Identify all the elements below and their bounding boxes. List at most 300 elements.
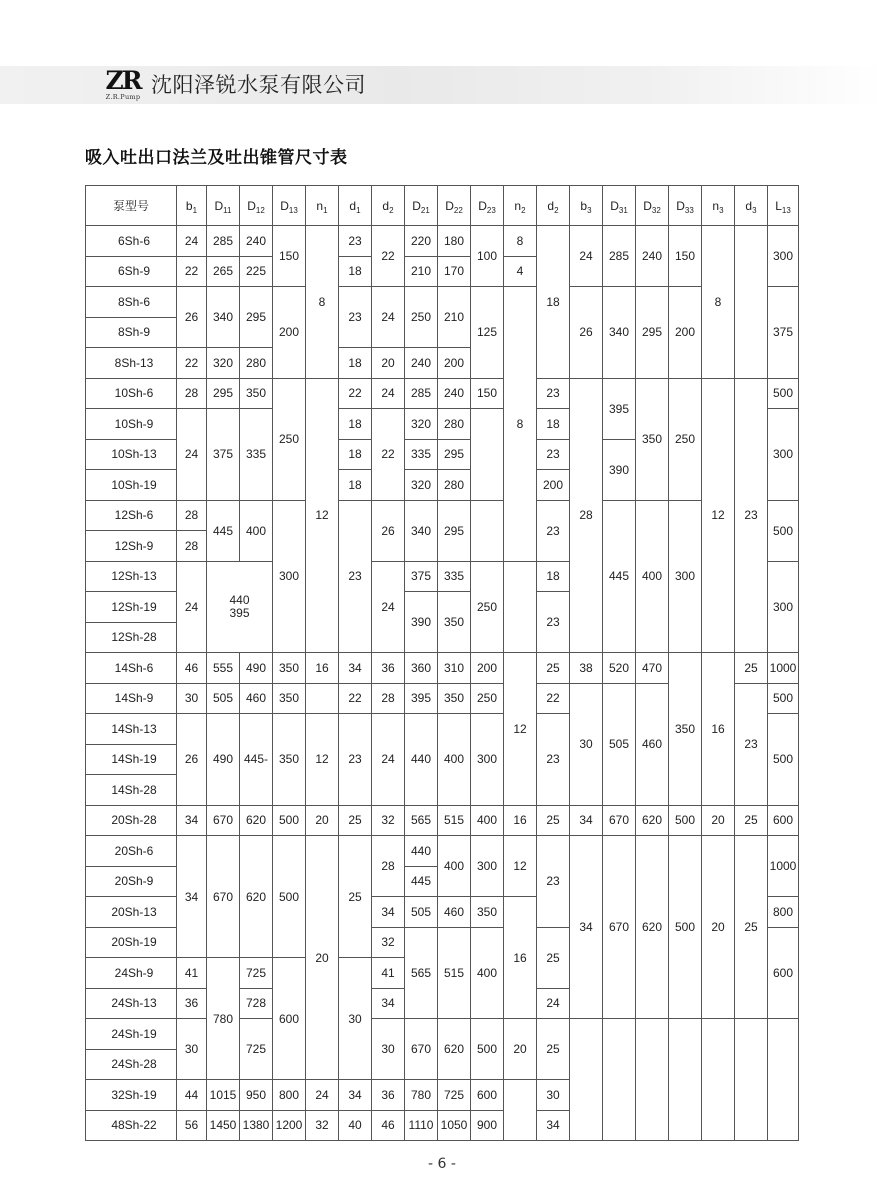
value-cell: 620 (240, 805, 273, 836)
value-cell: 23 (537, 378, 570, 409)
value-cell: 500 (669, 836, 702, 1019)
column-header (438, 186, 471, 226)
value-cell: 400 (471, 927, 504, 1019)
model-cell: 10Sh-6 (86, 378, 177, 409)
value-cell: 250 (273, 378, 306, 500)
column-header-subscript: 3 (587, 205, 592, 215)
value-cell: 18 (339, 256, 372, 287)
value-cell: 600 (471, 1080, 504, 1111)
value-cell: 34 (372, 988, 405, 1019)
value-cell: 16 (702, 653, 735, 806)
value-cell: 150 (273, 226, 306, 287)
value-cell: 490 (240, 653, 273, 684)
company-logo (100, 68, 146, 104)
column-header-subscript: 1 (192, 205, 198, 215)
value-cell: 300 (273, 500, 306, 653)
value-cell: 30 (537, 1080, 570, 1111)
value-cell: 515 (438, 927, 471, 1019)
value-cell: 8 (504, 226, 537, 257)
column-header (306, 186, 339, 226)
value-cell: 280 (438, 409, 471, 440)
value-cell: 26 (372, 500, 405, 561)
value-line: 440 (229, 592, 250, 607)
value-cell: 565 (405, 805, 438, 836)
column-header-base: d (382, 198, 390, 213)
column-header (768, 186, 799, 226)
value-cell: 265 (207, 256, 240, 287)
value-cell: 300 (768, 409, 799, 501)
value-cell: 4 (504, 256, 537, 287)
value-cell: 725 (438, 1080, 471, 1111)
value-cell: 8 (504, 287, 537, 562)
value-cell: 340 (405, 500, 438, 561)
value-cell: 26 (177, 714, 207, 806)
column-header-subscript: 2 (389, 205, 394, 215)
value-cell: 620 (636, 805, 669, 836)
value-cell (207, 561, 273, 653)
value-cell: 24 (177, 226, 207, 257)
dimension-table (85, 185, 799, 1141)
value-cell: 210 (438, 287, 471, 348)
model-cell: 12Sh-13 (86, 561, 177, 592)
value-cell: 390 (603, 439, 636, 500)
column-header (471, 186, 504, 226)
value-cell: 285 (603, 226, 636, 287)
value-cell: 300 (768, 561, 799, 653)
value-cell: 780 (207, 958, 240, 1080)
value-cell: 25 (339, 805, 372, 836)
value-cell: 1000 (768, 653, 799, 684)
value-cell: 460 (438, 897, 471, 928)
value-cell: 12 (504, 653, 537, 806)
value-cell (735, 1019, 768, 1141)
value-cell: 26 (570, 287, 603, 379)
value-cell: 23 (537, 714, 570, 806)
value-cell: 670 (603, 836, 636, 1019)
document-title: 吸入吐出口法兰及吐出锥管尺寸表 (85, 148, 348, 168)
value-cell: 320 (405, 470, 438, 501)
column-header-base: 泵型号 (112, 198, 149, 213)
model-cell: 20Sh-19 (86, 927, 177, 958)
value-cell: 295 (636, 287, 669, 379)
value-cell: 18 (537, 409, 570, 440)
value-cell: 350 (471, 897, 504, 928)
value-cell: 350 (438, 683, 471, 714)
column-header (177, 186, 207, 226)
model-cell: 8Sh-6 (86, 287, 177, 318)
value-cell: 500 (273, 805, 306, 836)
value-cell: 125 (471, 287, 504, 379)
value-cell: 445- (240, 714, 273, 806)
value-cell: 620 (240, 836, 273, 958)
model-cell: 8Sh-9 (86, 317, 177, 348)
column-header-subscript: 33 (684, 205, 694, 215)
header-row (86, 186, 799, 226)
value-cell: 24 (372, 378, 405, 409)
value-cell: 460 (636, 683, 669, 805)
value-cell: 320 (405, 409, 438, 440)
value-cell: 24 (570, 226, 603, 287)
value-cell: 800 (273, 1080, 306, 1111)
value-cell: 350 (273, 683, 306, 714)
column-header-base: L (775, 198, 782, 213)
value-cell: 515 (438, 805, 471, 836)
column-header-base: D (247, 198, 256, 213)
value-cell: 295 (438, 439, 471, 470)
value-cell: 18 (339, 439, 372, 470)
column-header-subscript: 3 (719, 205, 724, 215)
value-cell: 1200 (273, 1110, 306, 1141)
value-cell: 360 (405, 653, 438, 684)
column-header-base: b (580, 198, 588, 213)
value-cell: 23 (735, 683, 768, 805)
model-cell: 10Sh-13 (86, 439, 177, 470)
value-cell: 32 (372, 927, 405, 958)
column-header (636, 186, 669, 226)
table-row (86, 1019, 799, 1050)
value-cell: 18 (339, 470, 372, 501)
value-cell: 46 (372, 1110, 405, 1141)
column-header (735, 186, 768, 226)
value-cell: 12 (504, 836, 537, 897)
value-cell: 320 (207, 348, 240, 379)
value-cell: 32 (372, 805, 405, 836)
value-cell: 400 (438, 714, 471, 806)
value-cell (471, 409, 504, 501)
value-cell: 300 (471, 714, 504, 806)
column-header-subscript: 12 (255, 205, 265, 215)
value-cell: 240 (438, 378, 471, 409)
column-header-subscript: 3 (752, 205, 757, 215)
value-cell: 350 (273, 653, 306, 684)
value-cell: 22 (339, 683, 372, 714)
company-name: 沈阳泽锐水泵有限公司 (151, 73, 366, 97)
value-cell (735, 226, 768, 379)
column-header (504, 186, 537, 226)
value-cell: 1450 (207, 1110, 240, 1141)
value-cell: 350 (669, 653, 702, 806)
model-cell: 10Sh-9 (86, 409, 177, 440)
value-cell (603, 1019, 636, 1141)
model-cell: 12Sh-19 (86, 592, 177, 623)
value-cell: 8 (702, 226, 735, 379)
model-cell: 14Sh-19 (86, 744, 177, 775)
value-cell: 34 (372, 897, 405, 928)
value-cell (306, 683, 339, 714)
value-cell: 18 (339, 409, 372, 440)
value-cell: 400 (471, 805, 504, 836)
column-header-base: D (214, 198, 224, 213)
value-cell: 340 (207, 287, 240, 348)
model-cell: 20Sh-9 (86, 866, 177, 897)
column-header (240, 186, 273, 226)
value-cell: 23 (339, 714, 372, 806)
value-cell: 800 (768, 897, 799, 928)
value-cell: 600 (768, 927, 799, 1019)
value-cell: 600 (768, 805, 799, 836)
value-cell: 670 (207, 836, 240, 958)
column-header-subscript: 2 (521, 205, 526, 215)
value-cell: 34 (537, 1110, 570, 1141)
value-cell: 285 (207, 226, 240, 257)
value-cell: 400 (438, 836, 471, 897)
value-cell: 600 (273, 958, 306, 1080)
value-cell: 445 (603, 500, 636, 653)
logo-mark: ZR (105, 66, 141, 95)
value-cell: 505 (405, 897, 438, 928)
model-cell: 24Sh-28 (86, 1049, 177, 1080)
value-cell: 400 (240, 500, 273, 561)
column-header-base: D (478, 198, 487, 213)
model-cell: 24Sh-9 (86, 958, 177, 989)
value-cell: 150 (669, 226, 702, 287)
column-header-subscript: 13 (781, 205, 791, 215)
value-cell: 350 (636, 378, 669, 500)
value-cell: 16 (504, 805, 537, 836)
value-cell: 1000 (768, 836, 799, 897)
column-header-base: n (316, 198, 324, 213)
model-cell: 20Sh-6 (86, 836, 177, 867)
model-cell: 10Sh-19 (86, 470, 177, 501)
value-line: 395 (229, 605, 250, 620)
value-cell: 8 (306, 226, 339, 379)
value-cell: 200 (273, 287, 306, 379)
value-cell: 200 (669, 287, 702, 379)
value-cell: 30 (177, 1019, 207, 1080)
value-cell: 23 (537, 500, 570, 561)
column-header-base: d (349, 198, 357, 213)
value-cell: 25 (537, 927, 570, 988)
model-cell: 12Sh-6 (86, 500, 177, 531)
column-header (339, 186, 372, 226)
value-cell: 12 (702, 378, 735, 653)
column-header-base: d (547, 198, 555, 213)
value-cell: 25 (735, 653, 768, 684)
table-header (86, 186, 799, 226)
value-cell: 240 (405, 348, 438, 379)
value-cell: 1015 (207, 1080, 240, 1111)
value-cell: 280 (438, 470, 471, 501)
value-cell: 470 (636, 653, 669, 684)
value-cell: 200 (471, 653, 504, 684)
value-cell: 440 (405, 836, 438, 867)
value-cell: 1110 (405, 1110, 438, 1141)
value-cell: 36 (372, 1080, 405, 1111)
value-cell: 375 (207, 409, 240, 501)
model-cell: 48Sh-22 (86, 1110, 177, 1141)
column-header (86, 186, 177, 226)
value-cell: 335 (240, 409, 273, 501)
value-cell: 220 (405, 226, 438, 257)
value-cell: 34 (339, 653, 372, 684)
page-number: - 6 - (428, 1156, 456, 1172)
column-header-subscript: 32 (651, 205, 661, 215)
value-cell: 395 (603, 378, 636, 439)
column-header-base: b (185, 198, 193, 213)
value-cell: 22 (339, 378, 372, 409)
value-cell: 25 (537, 1019, 570, 1080)
value-cell: 280 (240, 348, 273, 379)
column-header (669, 186, 702, 226)
column-header (207, 186, 240, 226)
column-header (405, 186, 438, 226)
column-header-subscript: 22 (453, 205, 463, 215)
value-cell: 34 (339, 1080, 372, 1111)
value-cell: 12 (306, 378, 339, 653)
model-cell: 6Sh-6 (86, 226, 177, 257)
value-cell: 25 (735, 805, 768, 836)
column-header-subscript: 31 (618, 205, 628, 215)
table-row (86, 226, 799, 257)
value-cell: 500 (768, 683, 799, 714)
value-cell: 500 (768, 714, 799, 806)
value-cell: 210 (405, 256, 438, 287)
value-cell: 490 (207, 714, 240, 806)
column-header (702, 186, 735, 226)
value-cell: 620 (438, 1019, 471, 1080)
model-cell: 24Sh-19 (86, 1019, 177, 1050)
value-cell: 28 (177, 378, 207, 409)
table-row (86, 378, 799, 409)
value-cell: 20 (306, 836, 339, 1080)
column-header-subscript: 23 (486, 205, 496, 215)
value-cell: 28 (570, 378, 603, 653)
column-header-base: n (712, 198, 720, 213)
value-cell: 23 (537, 439, 570, 470)
value-cell (471, 500, 504, 561)
value-cell: 18 (537, 561, 570, 592)
value-cell (669, 1019, 702, 1141)
value-cell: 16 (504, 897, 537, 1019)
value-cell: 100 (471, 226, 504, 287)
value-cell: 36 (372, 653, 405, 684)
model-cell: 12Sh-9 (86, 531, 177, 562)
value-cell: 335 (405, 439, 438, 470)
value-cell: 250 (669, 378, 702, 500)
value-cell: 350 (240, 378, 273, 409)
column-header-base: D (676, 198, 685, 213)
value-cell: 34 (177, 836, 207, 958)
value-cell: 400 (636, 500, 669, 653)
value-cell: 900 (471, 1110, 504, 1141)
column-header-subscript: 2 (554, 205, 559, 215)
model-cell: 14Sh-6 (86, 653, 177, 684)
value-cell: 310 (438, 653, 471, 684)
value-cell: 41 (177, 958, 207, 989)
value-cell: 20 (702, 836, 735, 1019)
value-cell: 728 (240, 988, 273, 1019)
value-cell (570, 1019, 603, 1141)
model-cell: 14Sh-9 (86, 683, 177, 714)
value-cell (504, 561, 537, 653)
value-cell: 20 (702, 805, 735, 836)
value-cell: 24 (372, 561, 405, 653)
value-cell: 395 (405, 683, 438, 714)
value-cell: 670 (603, 805, 636, 836)
table-body (86, 226, 799, 1141)
column-header-subscript: 21 (420, 205, 430, 215)
value-cell: 34 (570, 836, 603, 1019)
value-cell: 170 (438, 256, 471, 287)
value-cell: 300 (669, 500, 702, 653)
value-cell: 30 (372, 1019, 405, 1080)
value-cell: 350 (438, 592, 471, 653)
table-row (86, 500, 799, 531)
column-header (273, 186, 306, 226)
table-row (86, 287, 799, 318)
value-cell: 24 (177, 561, 207, 653)
value-cell: 41 (372, 958, 405, 989)
value-cell: 40 (339, 1110, 372, 1141)
value-cell (702, 1019, 735, 1141)
value-cell: 445 (405, 866, 438, 897)
value-cell: 23 (537, 836, 570, 928)
value-cell: 500 (471, 1019, 504, 1080)
model-cell: 8Sh-13 (86, 348, 177, 379)
value-cell: 250 (471, 561, 504, 653)
value-cell: 505 (207, 683, 240, 714)
value-cell: 22 (177, 348, 207, 379)
value-cell: 23 (537, 592, 570, 653)
value-cell: 30 (570, 683, 603, 805)
value-cell: 1050 (438, 1110, 471, 1141)
value-cell: 520 (603, 653, 636, 684)
value-cell: 295 (438, 500, 471, 561)
value-cell: 20 (306, 805, 339, 836)
value-cell: 24 (306, 1080, 339, 1111)
value-cell: 375 (768, 287, 799, 379)
value-cell: 34 (177, 805, 207, 836)
value-cell: 1380 (240, 1110, 273, 1141)
column-header-base: D (610, 198, 619, 213)
value-cell: 725 (240, 1019, 273, 1080)
value-cell: 24 (177, 409, 207, 501)
column-header (570, 186, 603, 226)
value-cell: 200 (537, 470, 570, 501)
table-row (86, 805, 799, 836)
column-header-subscript: 1 (323, 205, 328, 215)
value-cell: 505 (603, 683, 636, 805)
value-cell: 565 (405, 927, 438, 1019)
value-cell: 28 (177, 500, 207, 531)
model-cell: 32Sh-19 (86, 1080, 177, 1111)
value-cell: 26 (177, 287, 207, 348)
value-cell: 38 (570, 653, 603, 684)
value-cell: 200 (438, 348, 471, 379)
value-cell: 56 (177, 1110, 207, 1141)
value-cell: 950 (240, 1080, 273, 1111)
value-cell: 24 (372, 287, 405, 348)
column-header-base: D (445, 198, 454, 213)
column-header-subscript: 13 (288, 205, 298, 215)
value-cell: 12 (306, 714, 339, 806)
value-cell: 28 (372, 836, 405, 897)
value-cell: 25 (537, 653, 570, 684)
value-cell: 225 (240, 256, 273, 287)
value-cell (504, 1080, 537, 1141)
value-cell: 460 (240, 683, 273, 714)
value-cell: 500 (768, 378, 799, 409)
model-cell: 20Sh-13 (86, 897, 177, 928)
value-cell: 18 (537, 226, 570, 379)
value-cell: 46 (177, 653, 207, 684)
value-cell: 23 (339, 500, 372, 653)
value-cell: 670 (405, 1019, 438, 1080)
column-header-base: n (514, 198, 522, 213)
value-cell: 350 (273, 714, 306, 806)
value-cell: 30 (339, 958, 372, 1080)
value-cell: 555 (207, 653, 240, 684)
